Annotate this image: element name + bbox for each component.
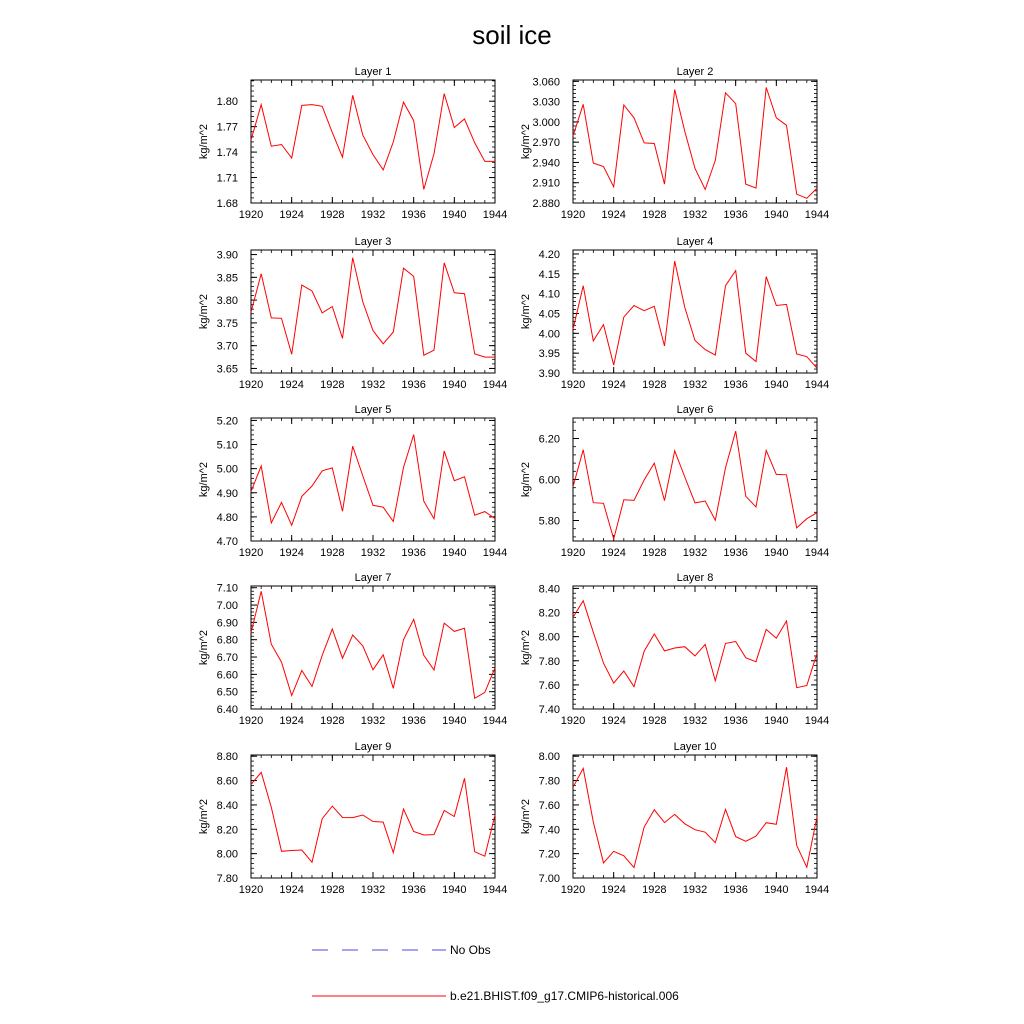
x-tick-label: 1944	[804, 209, 830, 221]
panel-title: Layer 10	[673, 741, 717, 753]
y-tick-label: 7.40	[538, 824, 560, 837]
x-tick-label: 1936	[401, 379, 426, 391]
x-tick-label: 1928	[642, 547, 667, 559]
y-tick-label: 3.060	[532, 76, 560, 89]
y-tick-label: 7.10	[216, 582, 238, 595]
y-tick-label: 4.20	[538, 248, 560, 261]
x-tick-label: 1940	[764, 209, 789, 221]
y-tick-label: 8.00	[538, 631, 560, 644]
y-tick-label: 1.80	[216, 96, 238, 109]
series-line	[251, 435, 495, 526]
x-tick-label: 1920	[238, 379, 264, 391]
series-line	[573, 767, 817, 867]
x-tick-label: 1920	[560, 547, 586, 559]
x-tick-label: 1920	[238, 547, 264, 559]
panel-title: Layer 6	[676, 404, 714, 416]
series-line	[573, 261, 817, 368]
x-tick-label: 1932	[682, 715, 708, 727]
panel-title: Layer 9	[354, 741, 392, 753]
series-line	[251, 591, 495, 698]
y-tick-label: 5.80	[538, 515, 560, 528]
y-tick-label: 3.90	[216, 249, 238, 262]
y-axis-label: kg/m^2	[520, 798, 532, 835]
x-tick-label: 1936	[723, 379, 748, 391]
y-tick-label: 7.80	[216, 873, 238, 885]
x-tick-label: 1944	[482, 715, 508, 727]
x-tick-label: 1928	[320, 547, 345, 559]
x-tick-label: 1944	[482, 884, 508, 896]
x-tick-label: 1920	[560, 715, 586, 727]
plot-frame	[573, 250, 817, 373]
y-tick-label: 5.10	[216, 439, 238, 452]
y-axis-label: kg/m^2	[198, 293, 210, 330]
x-tick-label: 1928	[642, 379, 667, 391]
x-tick-label: 1924	[279, 547, 304, 559]
plot-frame	[251, 586, 495, 709]
x-tick-label: 1928	[642, 884, 667, 896]
panel	[520, 741, 829, 896]
x-tick-label: 1936	[401, 715, 426, 727]
panel-title: Layer 2	[676, 66, 714, 78]
y-axis-label: kg/m^2	[198, 123, 210, 160]
panel-title: Layer 1	[354, 66, 392, 78]
plot-frame	[251, 250, 495, 373]
y-tick-label: 1.77	[216, 121, 238, 134]
x-tick-label: 1932	[682, 379, 708, 391]
y-tick-label: 7.60	[538, 799, 560, 812]
y-tick-label: 8.20	[538, 607, 560, 620]
x-tick-label: 1936	[401, 547, 426, 559]
y-tick-label: 3.90	[538, 368, 560, 380]
y-tick-label: 2.910	[532, 177, 560, 190]
x-tick-label: 1936	[723, 884, 748, 896]
x-tick-label: 1944	[482, 379, 508, 391]
x-tick-label: 1924	[601, 884, 626, 896]
x-tick-label: 1924	[279, 715, 304, 727]
x-tick-label: 1932	[682, 209, 708, 221]
series-line	[251, 94, 495, 190]
panel	[198, 404, 507, 559]
y-axis-label: kg/m^2	[520, 123, 532, 160]
y-axis-label: kg/m^2	[520, 293, 532, 330]
y-tick-label: 7.80	[538, 775, 560, 788]
x-tick-label: 1944	[482, 209, 508, 221]
legend	[312, 943, 679, 1003]
y-tick-label: 6.20	[538, 433, 560, 446]
series-line	[251, 772, 495, 862]
panel	[198, 236, 507, 391]
x-tick-label: 1932	[360, 715, 386, 727]
x-tick-label: 1924	[601, 547, 626, 559]
x-tick-label: 1944	[804, 547, 830, 559]
x-tick-label: 1928	[642, 209, 667, 221]
x-tick-label: 1920	[560, 379, 586, 391]
y-axis-label: kg/m^2	[520, 461, 532, 498]
y-tick-label: 4.90	[216, 487, 238, 500]
x-tick-label: 1944	[804, 884, 830, 896]
panels	[198, 66, 829, 896]
x-tick-label: 1940	[442, 715, 467, 727]
y-tick-label: 7.80	[538, 655, 560, 668]
y-tick-label: 3.95	[538, 348, 560, 361]
x-tick-label: 1944	[804, 379, 830, 391]
plot-frame	[573, 586, 817, 709]
x-tick-label: 1924	[279, 884, 304, 896]
x-tick-label: 1920	[560, 884, 586, 896]
x-tick-label: 1932	[360, 209, 386, 221]
x-tick-label: 1940	[442, 209, 467, 221]
x-tick-label: 1936	[723, 209, 748, 221]
y-tick-label: 3.70	[216, 340, 238, 353]
y-tick-label: 3.030	[532, 96, 560, 109]
y-tick-label: 3.80	[216, 295, 238, 308]
x-tick-label: 1936	[401, 209, 426, 221]
x-tick-label: 1936	[723, 715, 748, 727]
x-tick-label: 1928	[320, 715, 345, 727]
x-tick-label: 1928	[320, 209, 345, 221]
y-axis-label: kg/m^2	[198, 461, 210, 498]
x-tick-label: 1940	[442, 547, 467, 559]
y-tick-label: 3.65	[216, 363, 238, 376]
x-tick-label: 1920	[238, 715, 264, 727]
y-tick-label: 1.68	[216, 198, 238, 210]
x-tick-label: 1928	[642, 715, 667, 727]
y-tick-label: 8.60	[216, 775, 238, 788]
x-tick-label: 1936	[401, 884, 426, 896]
panel-title: Layer 4	[676, 236, 714, 248]
y-tick-label: 6.60	[216, 669, 238, 682]
panel	[198, 66, 507, 221]
y-tick-label: 6.50	[216, 686, 238, 699]
y-tick-label: 1.74	[216, 147, 238, 160]
legend-no-obs-label: No Obs	[450, 943, 491, 957]
y-tick-label: 4.05	[538, 308, 560, 321]
x-tick-label: 1920	[238, 884, 264, 896]
figure-title: soil ice	[472, 20, 552, 50]
x-tick-label: 1940	[764, 547, 789, 559]
y-axis-label: kg/m^2	[520, 629, 532, 666]
panel-title: Layer 8	[676, 572, 714, 584]
y-tick-label: 8.40	[216, 799, 238, 812]
x-tick-label: 1932	[682, 884, 708, 896]
y-tick-label: 4.15	[538, 268, 560, 281]
x-tick-label: 1924	[279, 209, 304, 221]
x-tick-label: 1928	[320, 379, 345, 391]
y-tick-label: 2.880	[532, 198, 560, 210]
x-tick-label: 1932	[360, 884, 386, 896]
y-tick-label: 6.40	[216, 704, 238, 716]
y-tick-label: 8.40	[538, 583, 560, 596]
panel-title: Layer 5	[354, 404, 392, 416]
y-tick-label: 6.90	[216, 617, 238, 630]
y-tick-label: 3.85	[216, 272, 238, 285]
y-tick-label: 6.00	[538, 474, 560, 487]
y-tick-label: 4.10	[538, 288, 560, 301]
y-tick-label: 2.940	[532, 157, 560, 170]
plot-frame	[573, 755, 817, 878]
x-tick-label: 1936	[723, 547, 748, 559]
x-tick-label: 1940	[442, 884, 467, 896]
panel	[520, 236, 829, 391]
x-tick-label: 1920	[560, 209, 586, 221]
y-tick-label: 7.40	[538, 704, 560, 716]
y-axis-label: kg/m^2	[198, 629, 210, 666]
x-tick-label: 1924	[601, 209, 626, 221]
y-tick-label: 8.00	[216, 848, 238, 861]
y-tick-label: 7.60	[538, 679, 560, 692]
panel	[520, 66, 829, 221]
y-tick-label: 7.00	[216, 600, 238, 613]
panel	[198, 741, 507, 896]
x-tick-label: 1924	[601, 715, 626, 727]
x-tick-label: 1940	[764, 379, 789, 391]
series-line	[573, 431, 817, 539]
series-line	[573, 87, 817, 198]
y-tick-label: 6.70	[216, 652, 238, 665]
x-tick-label: 1940	[764, 884, 789, 896]
x-tick-label: 1932	[682, 547, 708, 559]
y-tick-label: 3.75	[216, 317, 238, 330]
x-tick-label: 1944	[482, 547, 508, 559]
y-tick-label: 6.80	[216, 634, 238, 647]
y-tick-label: 8.00	[538, 751, 560, 764]
y-tick-label: 3.000	[532, 116, 560, 129]
y-tick-label: 7.20	[538, 848, 560, 861]
plot-frame	[573, 80, 817, 203]
series-line	[251, 258, 495, 357]
x-tick-label: 1924	[601, 379, 626, 391]
y-tick-label: 7.00	[538, 873, 560, 885]
panel-title: Layer 3	[354, 236, 392, 248]
y-tick-label: 8.80	[216, 751, 238, 764]
plot-frame	[573, 418, 817, 541]
panel	[520, 404, 829, 559]
y-tick-label: 8.20	[216, 824, 238, 837]
x-tick-label: 1940	[764, 715, 789, 727]
y-tick-label: 5.00	[216, 463, 238, 476]
plot-frame	[251, 80, 495, 203]
y-tick-label: 4.00	[538, 328, 560, 341]
y-tick-label: 4.80	[216, 511, 238, 524]
x-tick-label: 1944	[804, 715, 830, 727]
legend-model-label: b.e21.BHIST.f09_g17.CMIP6-historical.006	[450, 989, 679, 1003]
plot-frame	[251, 755, 495, 878]
panel	[520, 572, 829, 727]
y-tick-label: 1.71	[216, 172, 238, 185]
y-tick-label: 5.20	[216, 415, 238, 428]
x-tick-label: 1920	[238, 209, 264, 221]
panel	[198, 572, 507, 727]
x-tick-label: 1940	[442, 379, 467, 391]
y-tick-label: 2.970	[532, 137, 560, 150]
x-tick-label: 1928	[320, 884, 345, 896]
x-tick-label: 1924	[279, 379, 304, 391]
panel-title: Layer 7	[354, 572, 392, 584]
x-tick-label: 1932	[360, 379, 386, 391]
series-line	[573, 601, 817, 688]
y-tick-label: 4.70	[216, 536, 238, 548]
x-tick-label: 1932	[360, 547, 386, 559]
y-axis-label: kg/m^2	[198, 798, 210, 835]
